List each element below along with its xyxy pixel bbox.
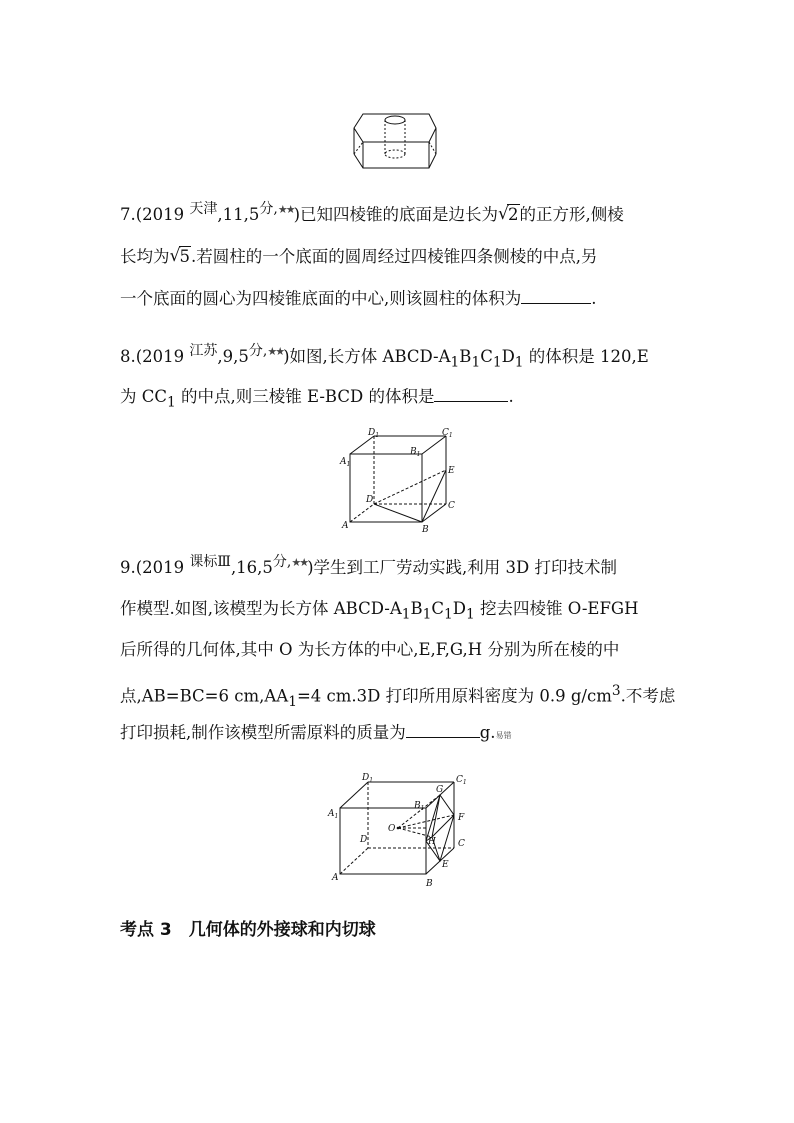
label-A1: $A_1$: [328, 809, 339, 820]
q9-sub: 1: [465, 606, 475, 623]
q8-number: 8.(2019: [120, 347, 185, 366]
q9-sub: 1: [444, 606, 453, 623]
q9-line-4: [120, 680, 675, 713]
q7-text-1b: 的正方形,侧棱: [519, 205, 624, 224]
label-E: E: [448, 466, 455, 476]
error-prone-tag: 易错: [495, 731, 512, 740]
difficulty-stars-icon: ★★: [291, 556, 308, 569]
sqrt-2: √ 2: [498, 204, 519, 224]
q9-line-3: [120, 639, 619, 661]
label-H: H: [428, 837, 436, 847]
q9-end: g.: [479, 723, 496, 742]
q7-text-3: 一个底面的圆心为四棱锥底面的中心,则该圆柱的体积为: [120, 289, 522, 308]
q7-line-3: [120, 287, 597, 310]
q9-sub: 1: [288, 693, 297, 710]
q8-c: C: [480, 347, 493, 366]
sqrt-2-value: 2: [508, 205, 519, 224]
q8-sub: 1: [471, 354, 481, 371]
label-D: D: [360, 835, 368, 845]
q8-meta: ,9,5: [217, 347, 249, 366]
label-A: A: [332, 873, 339, 883]
q9-number: 9.(2019: [120, 558, 185, 577]
sqrt-5-value: 5: [179, 247, 190, 266]
q9-sup: 3: [611, 683, 621, 699]
q9-text-5: 打印损耗,制作该模型所需原料的质量为: [120, 723, 406, 742]
difficulty-stars-icon: ★★: [277, 203, 294, 216]
label-B: B: [426, 879, 433, 888]
q7-answer-blank[interactable]: [521, 287, 591, 304]
q9-text-3: 后所得的几何体,其中 O 为长方体的中心,E,F,G,H 分别为所在棱的中: [120, 640, 620, 659]
q9-sub: 1: [401, 606, 411, 623]
q7-close: ): [293, 205, 301, 224]
q8-b: B: [459, 347, 472, 366]
q9-sub: 1: [422, 606, 432, 623]
label-C1: $C_1$: [456, 775, 467, 786]
cuboid-figure-q9: [326, 770, 476, 888]
q9-fen: 分,: [272, 554, 292, 570]
q9-source: 课标Ⅲ: [189, 554, 231, 570]
label-B1: $B_1$: [410, 447, 421, 458]
label-G: G: [436, 785, 444, 795]
q8-sub: 1: [514, 354, 524, 371]
q8-source: 江苏: [189, 343, 218, 359]
q8-line-1: [120, 343, 649, 373]
q7-source: 天津: [189, 201, 218, 217]
label-C1: $C_1$: [442, 428, 453, 439]
q8-sub: 1: [492, 354, 502, 371]
q9-text-2b: 挖去四棱锥 O-EFGH: [474, 599, 639, 618]
q8-fen: 分,: [248, 343, 268, 359]
q9-meta: ,16,5: [230, 558, 273, 577]
q8-text-2: 为 CC: [120, 387, 167, 406]
q7-meta: ,11,5: [217, 205, 260, 224]
q9-answer-blank[interactable]: [406, 721, 480, 738]
label-O: O: [388, 824, 396, 834]
q7-text-2: 长均为: [120, 247, 170, 266]
q8-answer-blank[interactable]: [434, 385, 508, 402]
q8-text-1: 如图,长方体 ABCD-A: [289, 347, 451, 366]
hex-prism-figure: [352, 106, 438, 172]
q8-sub: 1: [167, 394, 176, 411]
label-F: F: [458, 813, 465, 823]
section-title: 考点 3 几何体的外接球和内切球: [120, 920, 376, 940]
label-D: D: [366, 495, 374, 505]
label-A1: $A_1$: [340, 457, 351, 468]
label-B: B: [422, 525, 429, 534]
q7-text-2b: .若圆柱的一个底面的圆周经过四棱锥四条侧棱的中点,另: [191, 247, 598, 266]
q7-end: .: [591, 289, 597, 308]
label-D1: $D_1$: [362, 773, 374, 784]
q8-d: D: [501, 347, 515, 366]
q8-end: .: [508, 387, 514, 406]
q8-text-1b: 的体积是 120,E: [523, 347, 649, 366]
cuboid-figure-q8: [338, 424, 468, 534]
q9-close: ): [307, 558, 314, 577]
q9-text-2: 作模型.如图,该模型为长方体 ABCD-A: [120, 599, 402, 618]
q9-text-4c: .不考虑: [620, 686, 676, 706]
q8-text-2b: 的中点,则三棱锥 E-BCD 的体积是: [175, 387, 435, 406]
q7-number: 7.(2019: [120, 205, 185, 224]
q7-fen: 分,: [259, 201, 278, 217]
label-A: A: [342, 521, 349, 531]
q7-text-1: 已知四棱锥的底面是边长为: [300, 205, 499, 224]
q7-line-2: [120, 246, 598, 268]
q9-text-1: 学生到工厂劳动实践: [313, 558, 463, 577]
label-C: C: [448, 501, 455, 511]
label-C: C: [458, 839, 465, 849]
q8-line-2: [120, 385, 514, 413]
q9-b: B: [410, 599, 423, 618]
sqrt-5: √ 5: [169, 246, 190, 266]
q9-text-4b: =4 cm.3D 打印所用原料密度为 0.9 g/cm: [296, 686, 612, 706]
label-E: E: [442, 860, 449, 870]
q7-line-1: [120, 201, 624, 228]
label-D1: $D_1$: [368, 428, 380, 439]
q8-close: ): [283, 347, 290, 366]
difficulty-stars-icon: ★★: [267, 345, 284, 358]
q9-text-1b: ,利用 3D 打印技术制: [462, 558, 618, 577]
q9-c: C: [431, 599, 444, 618]
q9-line-1: [120, 554, 618, 581]
q9-text-4: 点,AB=BC=6 cm,AA: [120, 686, 289, 706]
q9-line-5: [120, 721, 512, 747]
q9-d: D: [452, 599, 466, 618]
q9-line-2: [120, 598, 639, 625]
q8-sub: 1: [450, 354, 460, 371]
label-B1: $B_1$: [414, 801, 425, 812]
